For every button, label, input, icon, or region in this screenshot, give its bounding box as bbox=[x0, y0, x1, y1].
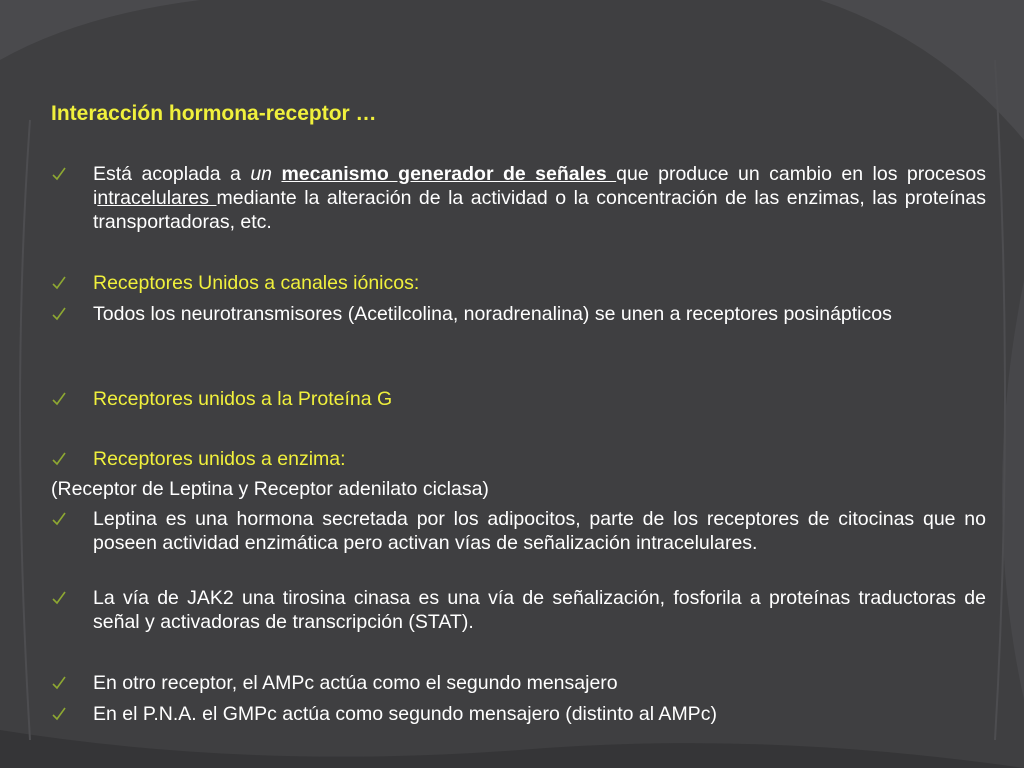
bullet-item-4 bbox=[51, 387, 986, 411]
bullet-item-9 bbox=[51, 702, 986, 726]
bullet-item-1 bbox=[51, 162, 986, 234]
checkmark-icon bbox=[51, 702, 67, 726]
bullet-item-7 bbox=[51, 586, 986, 634]
plain-text-line bbox=[51, 477, 986, 501]
checkmark-icon bbox=[51, 387, 67, 411]
bullet-text-6: Leptina es una hormona secretada por los adipocitos, parte de los receptores de citocinas que no poseen actividad enzimática pero activan vías de señalización intracelulares. bbox=[93, 508, 986, 554]
bullet-text-4: Receptores unidos a la Proteína G bbox=[93, 388, 393, 410]
bullet-text-8: En otro receptor, el AMPc actúa como el segundo mensajero bbox=[93, 672, 618, 694]
bullet-text-3: Todos los neurotransmisores (Acetilcolina, noradrenalina) se unen a receptores posinápticos bbox=[93, 303, 892, 325]
bullet-text-2: Receptores Unidos a canales iónicos: bbox=[93, 272, 420, 294]
bullet-item-3 bbox=[51, 302, 986, 326]
checkmark-icon bbox=[51, 671, 67, 695]
bullet-item-2 bbox=[51, 271, 986, 295]
bullet-text-1: Está acoplada a un mecanismo generador de señales que produce un cambio en los procesos intracelulares mediante la alteración de la actividad o la concentración de las enzimas, las proteínas transportadoras, etc. bbox=[93, 163, 987, 233]
bullet-item-6 bbox=[51, 507, 986, 555]
checkmark-icon bbox=[51, 162, 67, 186]
checkmark-icon bbox=[51, 507, 67, 531]
checkmark-icon bbox=[51, 302, 67, 326]
plain-text: (Receptor de Leptina y Receptor adenilato ciclasa) bbox=[51, 478, 489, 500]
bullet-text-9: En el P.N.A. el GMPc actúa como segundo mensajero (distinto al AMPc) bbox=[93, 703, 717, 725]
bullet-text-5: Receptores unidos a enzima: bbox=[93, 448, 346, 470]
checkmark-icon bbox=[51, 271, 67, 295]
bullet-item-5 bbox=[51, 447, 986, 471]
bullet-item-8 bbox=[51, 671, 986, 695]
bullet-text-7: La vía de JAK2 una tirosina cinasa es una vía de señalización, fosforila a proteínas traductoras de señal y activadoras de transcripción (STAT). bbox=[93, 587, 986, 633]
checkmark-icon bbox=[51, 586, 67, 610]
checkmark-icon bbox=[51, 447, 67, 471]
slide-title: Interacción hormona-receptor … bbox=[51, 102, 377, 125]
